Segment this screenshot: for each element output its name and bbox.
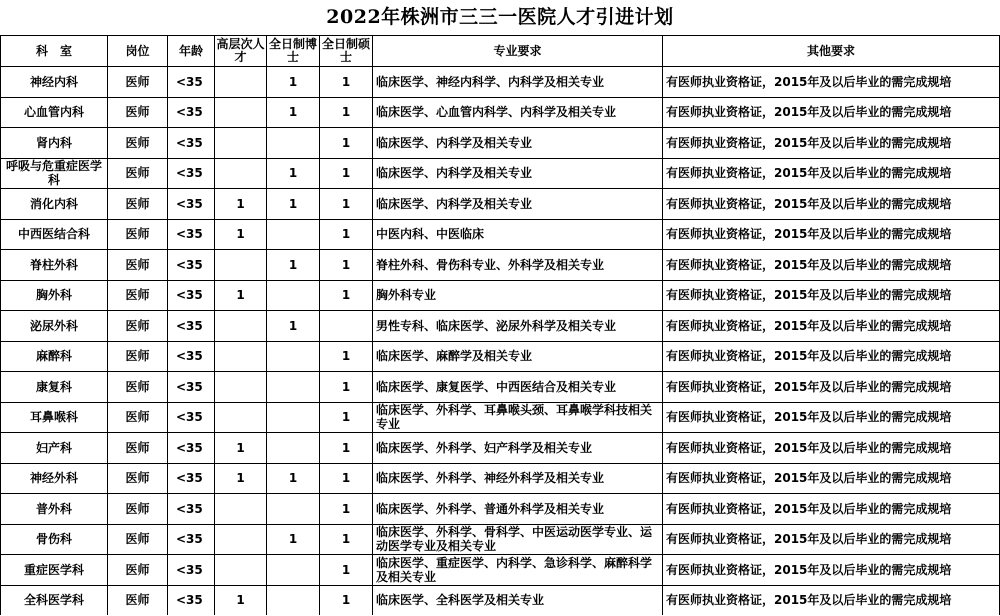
cell-age: <35 xyxy=(168,280,215,311)
cell-age: <35 xyxy=(168,219,215,250)
cell-other-requirement: 有医师执业资格证，2015年及以后毕业的需完成规培 xyxy=(663,67,1000,98)
cell-high-level xyxy=(215,402,267,433)
cell-post: 医师 xyxy=(108,189,168,220)
cell-phd: 1 xyxy=(267,97,320,128)
cell-other-requirement: 有医师执业资格证，2015年及以后毕业的需完成规培 xyxy=(663,524,1000,555)
recruitment-table xyxy=(0,35,1000,615)
cell-dept: 妇产科 xyxy=(1,433,108,464)
cell-high-level xyxy=(215,494,267,525)
cell-master: 1 xyxy=(320,555,373,586)
table-row xyxy=(1,463,1000,494)
cell-age: <35 xyxy=(168,555,215,586)
cell-phd: 1 xyxy=(267,67,320,98)
cell-age: <35 xyxy=(168,250,215,281)
cell-master: 1 xyxy=(320,250,373,281)
cell-dept: 耳鼻喉科 xyxy=(1,402,108,433)
cell-major-requirement: 男性专科、临床医学、泌尿外科学及相关专业 xyxy=(373,311,663,342)
cell-high-level xyxy=(215,97,267,128)
cell-master: 1 xyxy=(320,341,373,372)
cell-major-requirement: 临床医学、外科学、骨科学、中医运动医学专业、运动医学专业及相关专业 xyxy=(373,524,663,555)
cell-other-requirement: 有医师执业资格证，2015年及以后毕业的需完成规培 xyxy=(663,372,1000,403)
cell-age: <35 xyxy=(168,463,215,494)
table-row xyxy=(1,555,1000,586)
table-row xyxy=(1,250,1000,281)
cell-other-requirement: 有医师执业资格证，2015年及以后毕业的需完成规培 xyxy=(663,158,1000,189)
cell-post: 医师 xyxy=(108,219,168,250)
cell-other-requirement: 有医师执业资格证，2015年及以后毕业的需完成规培 xyxy=(663,555,1000,586)
cell-dept: 呼吸与危重症医学科 xyxy=(1,158,108,189)
table-row xyxy=(1,494,1000,525)
header-phd: 全日制博士 xyxy=(267,36,320,67)
cell-phd: 1 xyxy=(267,189,320,220)
cell-major-requirement: 临床医学、心血管内科学、内科学及相关专业 xyxy=(373,97,663,128)
cell-master: 1 xyxy=(320,189,373,220)
header-master: 全日制硕士 xyxy=(320,36,373,67)
cell-high-level: 1 xyxy=(215,433,267,464)
cell-master: 1 xyxy=(320,128,373,159)
cell-post: 医师 xyxy=(108,433,168,464)
cell-dept: 消化内科 xyxy=(1,189,108,220)
table-row xyxy=(1,524,1000,555)
cell-master: 1 xyxy=(320,97,373,128)
cell-age: <35 xyxy=(168,311,215,342)
table-row xyxy=(1,341,1000,372)
cell-dept: 普外科 xyxy=(1,494,108,525)
cell-age: <35 xyxy=(168,128,215,159)
table-row xyxy=(1,67,1000,98)
table-row xyxy=(1,372,1000,403)
cell-master: 1 xyxy=(320,158,373,189)
cell-high-level xyxy=(215,341,267,372)
cell-master: 1 xyxy=(320,67,373,98)
cell-age: <35 xyxy=(168,585,215,615)
cell-phd: 1 xyxy=(267,524,320,555)
cell-master xyxy=(320,311,373,342)
cell-post: 医师 xyxy=(108,463,168,494)
cell-age: <35 xyxy=(168,402,215,433)
table-row xyxy=(1,585,1000,615)
cell-other-requirement: 有医师执业资格证，2015年及以后毕业的需完成规培 xyxy=(663,219,1000,250)
cell-phd: 1 xyxy=(267,250,320,281)
cell-master: 1 xyxy=(320,524,373,555)
cell-high-level xyxy=(215,128,267,159)
cell-dept: 泌尿外科 xyxy=(1,311,108,342)
cell-phd: 1 xyxy=(267,463,320,494)
cell-major-requirement: 中医内科、中医临床 xyxy=(373,219,663,250)
cell-post: 医师 xyxy=(108,494,168,525)
cell-other-requirement: 有医师执业资格证，2015年及以后毕业的需完成规培 xyxy=(663,585,1000,615)
table-row xyxy=(1,219,1000,250)
cell-major-requirement: 临床医学、内科学及相关专业 xyxy=(373,189,663,220)
cell-other-requirement: 有医师执业资格证，2015年及以后毕业的需完成规培 xyxy=(663,463,1000,494)
table-row xyxy=(1,402,1000,433)
cell-post: 医师 xyxy=(108,280,168,311)
table-body xyxy=(1,67,1000,616)
header-other-requirement: 其他要求 xyxy=(663,36,1000,67)
cell-post: 医师 xyxy=(108,402,168,433)
cell-high-level: 1 xyxy=(215,280,267,311)
cell-high-level xyxy=(215,524,267,555)
cell-post: 医师 xyxy=(108,372,168,403)
cell-other-requirement: 有医师执业资格证，2015年及以后毕业的需完成规培 xyxy=(663,280,1000,311)
cell-other-requirement: 有医师执业资格证，2015年及以后毕业的需完成规培 xyxy=(663,189,1000,220)
cell-master: 1 xyxy=(320,433,373,464)
cell-phd xyxy=(267,341,320,372)
cell-age: <35 xyxy=(168,97,215,128)
cell-master: 1 xyxy=(320,585,373,615)
cell-age: <35 xyxy=(168,189,215,220)
cell-phd xyxy=(267,372,320,403)
header-row xyxy=(1,36,1000,67)
cell-phd: 1 xyxy=(267,311,320,342)
cell-master: 1 xyxy=(320,463,373,494)
cell-major-requirement: 临床医学、重症医学、内科学、急诊科学、麻醉科学及相关专业 xyxy=(373,555,663,586)
cell-post: 医师 xyxy=(108,555,168,586)
table-row xyxy=(1,280,1000,311)
cell-other-requirement: 有医师执业资格证，2015年及以后毕业的需完成规培 xyxy=(663,494,1000,525)
cell-dept: 脊柱外科 xyxy=(1,250,108,281)
cell-high-level xyxy=(215,158,267,189)
cell-master: 1 xyxy=(320,494,373,525)
cell-other-requirement: 有医师执业资格证，2015年及以后毕业的需完成规培 xyxy=(663,402,1000,433)
cell-major-requirement: 临床医学、康复医学、中西医结合及相关专业 xyxy=(373,372,663,403)
cell-other-requirement: 有医师执业资格证，2015年及以后毕业的需完成规培 xyxy=(663,433,1000,464)
table-row xyxy=(1,189,1000,220)
cell-dept: 全科医学科 xyxy=(1,585,108,615)
cell-age: <35 xyxy=(168,158,215,189)
cell-major-requirement: 临床医学、神经内科学、内科学及相关专业 xyxy=(373,67,663,98)
cell-phd xyxy=(267,555,320,586)
cell-post: 医师 xyxy=(108,97,168,128)
cell-phd xyxy=(267,585,320,615)
cell-major-requirement: 临床医学、麻醉学及相关专业 xyxy=(373,341,663,372)
cell-master: 1 xyxy=(320,402,373,433)
cell-high-level: 1 xyxy=(215,219,267,250)
header-dept: 科 室 xyxy=(1,36,108,67)
cell-high-level: 1 xyxy=(215,189,267,220)
cell-other-requirement: 有医师执业资格证，2015年及以后毕业的需完成规培 xyxy=(663,97,1000,128)
cell-dept: 麻醉科 xyxy=(1,341,108,372)
cell-post: 医师 xyxy=(108,585,168,615)
cell-major-requirement: 临床医学、全科医学及相关专业 xyxy=(373,585,663,615)
table-row xyxy=(1,311,1000,342)
cell-master: 1 xyxy=(320,372,373,403)
cell-dept: 中西医结合科 xyxy=(1,219,108,250)
cell-post: 医师 xyxy=(108,311,168,342)
cell-dept: 重症医学科 xyxy=(1,555,108,586)
table-row xyxy=(1,128,1000,159)
cell-master: 1 xyxy=(320,280,373,311)
cell-dept: 神经内科 xyxy=(1,67,108,98)
cell-age: <35 xyxy=(168,341,215,372)
cell-age: <35 xyxy=(168,67,215,98)
table-row xyxy=(1,158,1000,189)
cell-dept: 心血管内科 xyxy=(1,97,108,128)
cell-age: <35 xyxy=(168,372,215,403)
cell-post: 医师 xyxy=(108,128,168,159)
cell-other-requirement: 有医师执业资格证，2015年及以后毕业的需完成规培 xyxy=(663,341,1000,372)
cell-post: 医师 xyxy=(108,250,168,281)
cell-phd xyxy=(267,280,320,311)
cell-dept: 康复科 xyxy=(1,372,108,403)
cell-major-requirement: 临床医学、外科学、妇产科学及相关专业 xyxy=(373,433,663,464)
cell-dept: 神经外科 xyxy=(1,463,108,494)
cell-age: <35 xyxy=(168,494,215,525)
cell-major-requirement: 脊柱外科、骨伤科专业、外科学及相关专业 xyxy=(373,250,663,281)
header-major-requirement: 专业要求 xyxy=(373,36,663,67)
header-post: 岗位 xyxy=(108,36,168,67)
cell-phd xyxy=(267,402,320,433)
cell-high-level xyxy=(215,372,267,403)
cell-age: <35 xyxy=(168,433,215,464)
cell-high-level xyxy=(215,555,267,586)
cell-dept: 肾内科 xyxy=(1,128,108,159)
cell-high-level: 1 xyxy=(215,585,267,615)
page-title: 2022年株洲市三三一医院人才引进计划 xyxy=(326,6,674,28)
cell-major-requirement: 临床医学、外科学、耳鼻喉头颈、耳鼻喉学科技相关专业 xyxy=(373,402,663,433)
cell-other-requirement: 有医师执业资格证，2015年及以后毕业的需完成规培 xyxy=(663,128,1000,159)
cell-phd xyxy=(267,433,320,464)
cell-phd xyxy=(267,219,320,250)
cell-phd xyxy=(267,128,320,159)
cell-high-level xyxy=(215,67,267,98)
cell-major-requirement: 临床医学、内科学及相关专业 xyxy=(373,158,663,189)
cell-other-requirement: 有医师执业资格证，2015年及以后毕业的需完成规培 xyxy=(663,250,1000,281)
cell-post: 医师 xyxy=(108,158,168,189)
table-row xyxy=(1,97,1000,128)
cell-master: 1 xyxy=(320,219,373,250)
cell-high-level xyxy=(215,250,267,281)
cell-age: <35 xyxy=(168,524,215,555)
cell-high-level: 1 xyxy=(215,463,267,494)
cell-phd: 1 xyxy=(267,158,320,189)
cell-dept: 骨伤科 xyxy=(1,524,108,555)
cell-major-requirement: 临床医学、内科学及相关专业 xyxy=(373,128,663,159)
cell-major-requirement: 临床医学、外科学、普通外科学及相关专业 xyxy=(373,494,663,525)
header-high-level: 高层次人才 xyxy=(215,36,267,67)
cell-post: 医师 xyxy=(108,67,168,98)
cell-phd xyxy=(267,494,320,525)
cell-dept: 胸外科 xyxy=(1,280,108,311)
cell-post: 医师 xyxy=(108,524,168,555)
cell-high-level xyxy=(215,311,267,342)
cell-post: 医师 xyxy=(108,341,168,372)
header-age: 年龄 xyxy=(168,36,215,67)
table-row xyxy=(1,433,1000,464)
cell-major-requirement: 临床医学、外科学、神经外科学及相关专业 xyxy=(373,463,663,494)
cell-major-requirement: 胸外科专业 xyxy=(373,280,663,311)
cell-other-requirement: 有医师执业资格证，2015年及以后毕业的需完成规培 xyxy=(663,311,1000,342)
